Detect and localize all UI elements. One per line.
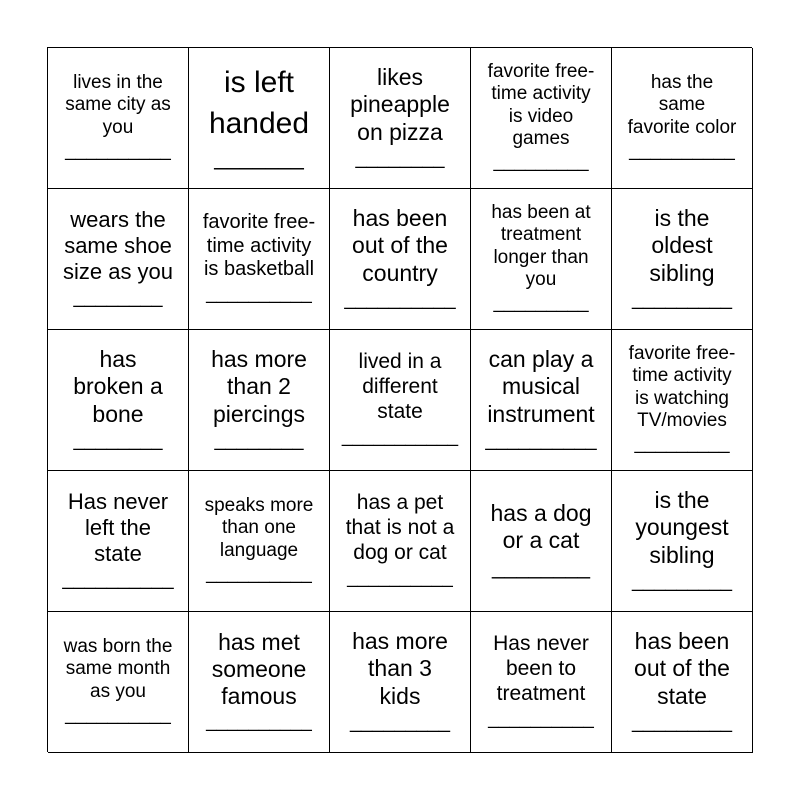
- cell-blank-line: ___________: [341, 425, 459, 447]
- cell-blank-line: __________: [65, 704, 171, 726]
- cell-text: has been at treatment longer than you: [491, 201, 591, 290]
- cell-text: has a dog or a cat: [490, 499, 592, 553]
- bingo-cell[interactable]: [330, 48, 471, 189]
- bingo-cell[interactable]: [189, 189, 330, 330]
- cell-text: favorite free- time activity is basketball: [202, 211, 316, 281]
- cell-text: has more than 3 kids: [352, 628, 448, 709]
- cell-text: lives in the same city as you: [65, 71, 171, 138]
- cell-blank-line: _________: [634, 433, 730, 455]
- cell-blank-line: __________: [488, 707, 594, 729]
- bingo-cell[interactable]: [330, 471, 471, 612]
- cell-blank-line: __________: [485, 428, 597, 451]
- cell-text: speaks more than one language: [204, 494, 314, 561]
- cell-text: has more than 2 piercings: [211, 346, 307, 427]
- cell-blank-line: __________: [347, 566, 453, 588]
- cell-blank-line: __________: [62, 567, 174, 590]
- cell-blank-line: _________: [631, 710, 733, 733]
- cell-blank-line: __________: [206, 282, 312, 304]
- cell-text: favorite free- time activity is video games: [487, 60, 595, 149]
- bingo-cell[interactable]: [471, 612, 612, 753]
- cell-blank-line: _________: [631, 569, 733, 592]
- cell-blank-line: __________: [206, 711, 312, 733]
- cell-text: was born the same month as you: [63, 635, 173, 702]
- bingo-cell[interactable]: [48, 48, 189, 189]
- cell-blank-line: ________: [214, 428, 304, 451]
- cell-text: is the oldest sibling: [649, 205, 715, 286]
- cell-text: is left handed: [208, 66, 310, 140]
- cell-blank-line: _________: [493, 292, 589, 314]
- cell-text: has a pet that is not a dog or cat: [345, 491, 455, 564]
- bingo-cell[interactable]: [48, 471, 189, 612]
- bingo-cell[interactable]: [330, 330, 471, 471]
- bingo-cell[interactable]: [48, 189, 189, 330]
- cell-text: Has never left the state: [67, 489, 169, 566]
- cell-blank-line: ________: [73, 285, 163, 308]
- cell-text: lived in a different state: [358, 350, 442, 423]
- bingo-cell[interactable]: [189, 612, 330, 753]
- cell-blank-line: __________: [344, 287, 456, 310]
- bingo-cell[interactable]: [471, 189, 612, 330]
- bingo-cell[interactable]: [471, 330, 612, 471]
- cell-text: has broken a bone: [73, 346, 163, 427]
- bingo-cell[interactable]: [612, 189, 753, 330]
- cell-blank-line: ________: [73, 428, 163, 451]
- cell-text: is the youngest sibling: [635, 487, 729, 568]
- cell-blank-line: _________: [631, 287, 733, 310]
- bingo-board: [47, 47, 752, 752]
- cell-blank-line: _________: [493, 151, 589, 173]
- bingo-cell[interactable]: [330, 612, 471, 753]
- bingo-cell[interactable]: [330, 189, 471, 330]
- bingo-cell[interactable]: [189, 330, 330, 471]
- cell-text: wears the same shoe size as you: [62, 207, 174, 284]
- cell-text: has been out of the country: [352, 205, 448, 286]
- cell-text: Has never been to treatment: [493, 632, 589, 705]
- cell-text: can play a musical instrument: [487, 346, 595, 427]
- cell-blank-line: ________: [492, 554, 590, 580]
- cell-blank-line: _______: [214, 144, 304, 170]
- cell-blank-line: _________: [349, 710, 451, 733]
- bingo-cell[interactable]: [612, 612, 753, 753]
- bingo-cell[interactable]: [189, 471, 330, 612]
- bingo-cell[interactable]: [471, 471, 612, 612]
- cell-blank-line: ________: [355, 146, 445, 169]
- cell-text: likes pineapple on pizza: [350, 64, 450, 145]
- bingo-cell[interactable]: [189, 48, 330, 189]
- cell-text: has been out of the state: [634, 628, 730, 709]
- cell-text: favorite free- time activity is watching TV/movies: [628, 342, 736, 431]
- cell-blank-line: __________: [65, 140, 171, 162]
- cell-blank-line: __________: [206, 563, 312, 585]
- cell-text: has the same favorite color: [627, 71, 737, 138]
- bingo-cell[interactable]: [48, 330, 189, 471]
- bingo-cell[interactable]: [612, 48, 753, 189]
- cell-text: has met someone famous: [211, 628, 307, 710]
- bingo-cell[interactable]: [471, 48, 612, 189]
- bingo-cell[interactable]: [612, 330, 753, 471]
- cell-blank-line: __________: [629, 140, 735, 162]
- bingo-cell[interactable]: [48, 612, 189, 753]
- bingo-cell[interactable]: [612, 471, 753, 612]
